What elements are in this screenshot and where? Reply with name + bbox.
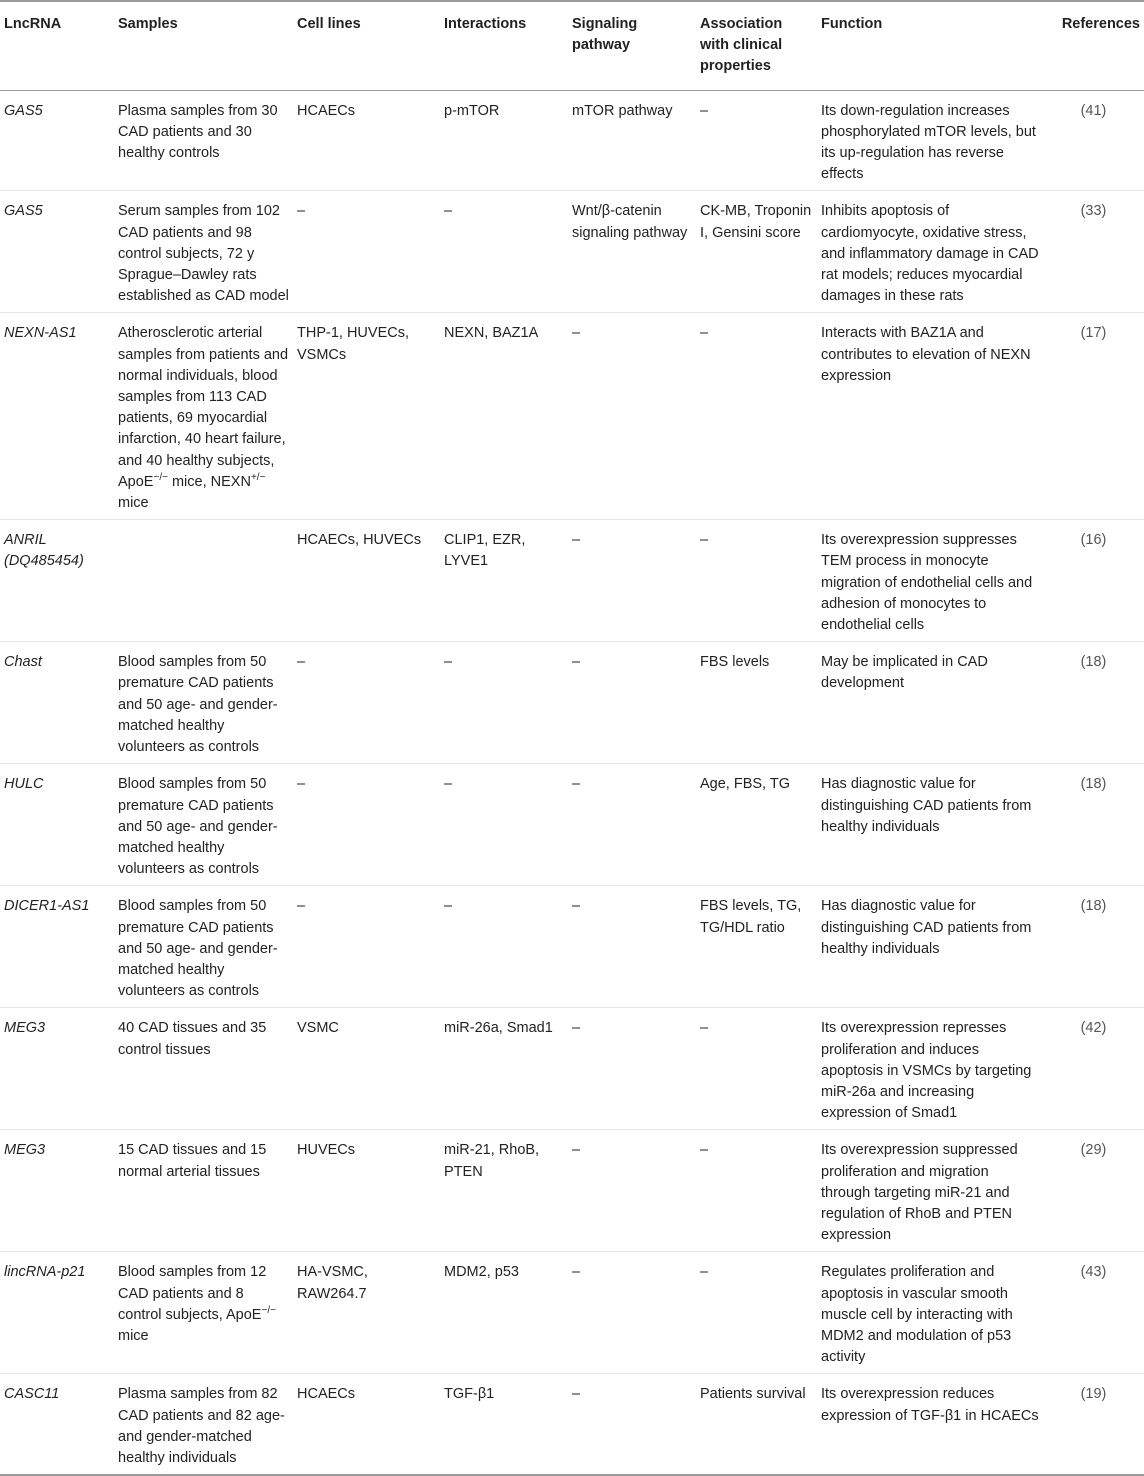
cell-reference: (43) [1043,1252,1144,1374]
cell-lncrna: lincRNA-p21 [0,1252,114,1374]
cell-reference: (18) [1043,764,1144,886]
cell-pathway: – [568,1130,696,1252]
table-row [0,90,1144,191]
header-lncrna: LncRNA [0,1,114,90]
cell-lncrna: GAS5 [0,90,114,191]
genotype-superscript: −/− [261,1304,276,1316]
cell-reference: (18) [1043,886,1144,1008]
cell-samples: 40 CAD tissues and 35 control tissues [114,1008,293,1130]
cell-cell-lines: HUVECs [293,1130,440,1252]
cell-cell-lines: HCAECs [293,90,440,191]
cell-function: Regulates proliferation and apoptosis in vascular smooth muscle cell by interacting with MDM2 and modulation of p53 activity [817,1252,1043,1374]
cell-pathway: Wnt/β-catenin signaling pathway [568,191,696,313]
table-row [0,191,1144,313]
cell-interactions: NEXN, BAZ1A [440,313,568,520]
cell-interactions: CLIP1, EZR, LYVE1 [440,520,568,642]
header-clinical-association: Association with clinical properties [696,1,817,90]
cell-clinical: – [696,1130,817,1252]
cell-pathway: – [568,764,696,886]
cell-clinical: – [696,1008,817,1130]
cell-pathway: – [568,1252,696,1374]
cell-pathway: mTOR pathway [568,90,696,191]
cell-function: Has diagnostic value for distinguishing CAD patients from healthy individuals [817,764,1043,886]
cell-interactions: miR-21, RhoB, PTEN [440,1130,568,1252]
cell-cell-lines: – [293,642,440,764]
cell-clinical: Age, FBS, TG [696,764,817,886]
table-row [0,886,1144,1008]
cell-samples [114,313,293,520]
samples-text: mice [118,1327,149,1344]
cell-clinical: FBS levels [696,642,817,764]
table-row [0,642,1144,764]
cell-samples: Plasma samples from 30 CAD patients and 30 healthy controls [114,90,293,191]
genotype-superscript: +/− [250,472,266,484]
table-row [0,520,1144,642]
cell-cell-lines: HCAECs [293,1374,440,1475]
cell-function: Its overexpression reduces expression of TGF-β1 in HCAECs [817,1374,1043,1475]
cell-samples: 15 CAD tissues and 15 normal arterial tissues [114,1130,293,1252]
cell-clinical: – [696,1252,817,1374]
cell-samples: Blood samples from 50 premature CAD patients and 50 age- and gender-matched healthy volunteers as controls [114,764,293,886]
cell-pathway: – [568,1374,696,1475]
header-interactions: Interactions [440,1,568,90]
cell-interactions: p-mTOR [440,90,568,191]
cell-lncrna: CASC11 [0,1374,114,1475]
cell-samples: Blood samples from 50 premature CAD patients and 50 age- and gender-matched healthy volunteers as controls [114,642,293,764]
cell-lncrna: HULC [0,764,114,886]
cell-interactions: – [440,886,568,1008]
cell-clinical: – [696,90,817,191]
cell-lncrna: NEXN-AS1 [0,313,114,520]
cell-lncrna: DICER1-AS1 [0,886,114,1008]
cell-samples: Plasma samples from 82 CAD patients and 82 age- and gender-matched healthy individuals [114,1374,293,1475]
samples-text: Blood samples from 12 CAD patients and 8 control subjects, ApoE [118,1264,267,1323]
cell-lncrna: Chast [0,642,114,764]
table-row [0,313,1144,520]
cell-samples: Blood samples from 50 premature CAD patients and 50 age- and gender-matched healthy volunteers as controls [114,886,293,1008]
cell-function: Its overexpression represses proliferation and induces apoptosis in VSMCs by targeting miR-26a and increasing expression of Smad1 [817,1008,1043,1130]
cell-cell-lines: – [293,886,440,1008]
table-row [0,1374,1144,1475]
cell-cell-lines: – [293,191,440,313]
header-references: References [1043,1,1144,90]
cell-reference: (42) [1043,1008,1144,1130]
table-row [0,764,1144,886]
cell-function: Its overexpression suppresses TEM process in monocyte migration of endothelial cells and adhesion of monocytes to endothelial cells [817,520,1043,642]
cell-clinical: Patients survival [696,1374,817,1475]
cell-interactions: TGF-β1 [440,1374,568,1475]
cell-reference: (41) [1043,90,1144,191]
cell-clinical: FBS levels, TG, TG/HDL ratio [696,886,817,1008]
cell-cell-lines: HA-VSMC, RAW264.7 [293,1252,440,1374]
cell-lncrna: MEG3 [0,1130,114,1252]
cell-samples [114,1252,293,1374]
cell-reference: (29) [1043,1130,1144,1252]
cell-function: Inhibits apoptosis of cardiomyocyte, oxidative stress, and inflammatory damage in CAD rat models; reduces myocardial damages in these rats [817,191,1043,313]
cell-reference: (18) [1043,642,1144,764]
cell-reference: (16) [1043,520,1144,642]
cell-cell-lines: THP-1, HUVECs, VSMCs [293,313,440,520]
header-cell-lines: Cell lines [293,1,440,90]
table-row [0,1008,1144,1130]
table-header-row [0,1,1144,90]
cell-samples [114,520,293,642]
cell-pathway: – [568,886,696,1008]
samples-text: mice, NEXN [167,473,251,490]
cell-cell-lines: – [293,764,440,886]
cell-pathway: – [568,642,696,764]
cell-reference: (33) [1043,191,1144,313]
samples-text: Atherosclerotic arterial samples from patients and normal individuals, blood samples from 113 CAD patients, 69 myocardial infarction, 40 heart failure, and 40 healthy subjects, ApoE [118,325,289,490]
cell-clinical: CK-MB, Troponin I, Gensini score [696,191,817,313]
cell-lncrna: GAS5 [0,191,114,313]
cell-function: Its down-regulation increases phosphorylated mTOR levels, but its up-regulation has reverse effects [817,90,1043,191]
cell-pathway: – [568,520,696,642]
cell-pathway: – [568,313,696,520]
cell-function: Interacts with BAZ1A and contributes to elevation of NEXN expression [817,313,1043,520]
cell-samples: Serum samples from 102 CAD patients and 98 control subjects, 72 y Sprague–Dawley rats established as CAD model [114,191,293,313]
samples-text: mice [118,495,149,512]
cell-function: Its overexpression suppressed proliferation and migration through targeting miR-21 and regulation of RhoB and PTEN expression [817,1130,1043,1252]
cell-cell-lines: VSMC [293,1008,440,1130]
table-row [0,1130,1144,1252]
cell-interactions: – [440,764,568,886]
cell-lncrna: MEG3 [0,1008,114,1130]
cell-clinical: – [696,313,817,520]
cell-lncrna: ANRIL (DQ485454) [0,520,114,642]
cell-pathway: – [568,1008,696,1130]
cell-interactions: MDM2, p53 [440,1252,568,1374]
genotype-superscript: −/− [153,472,168,484]
header-function: Function [817,1,1043,90]
cell-interactions: – [440,191,568,313]
cell-reference: (19) [1043,1374,1144,1475]
cell-function: Has diagnostic value for distinguishing CAD patients from healthy individuals [817,886,1043,1008]
header-signaling-pathway: Signaling pathway [568,1,696,90]
table-row [0,1252,1144,1374]
cell-reference: (17) [1043,313,1144,520]
cell-clinical: – [696,520,817,642]
header-samples: Samples [114,1,293,90]
cell-interactions: – [440,642,568,764]
cell-cell-lines: HCAECs, HUVECs [293,520,440,642]
cell-interactions: miR-26a, Smad1 [440,1008,568,1130]
cell-function: May be implicated in CAD development [817,642,1043,764]
